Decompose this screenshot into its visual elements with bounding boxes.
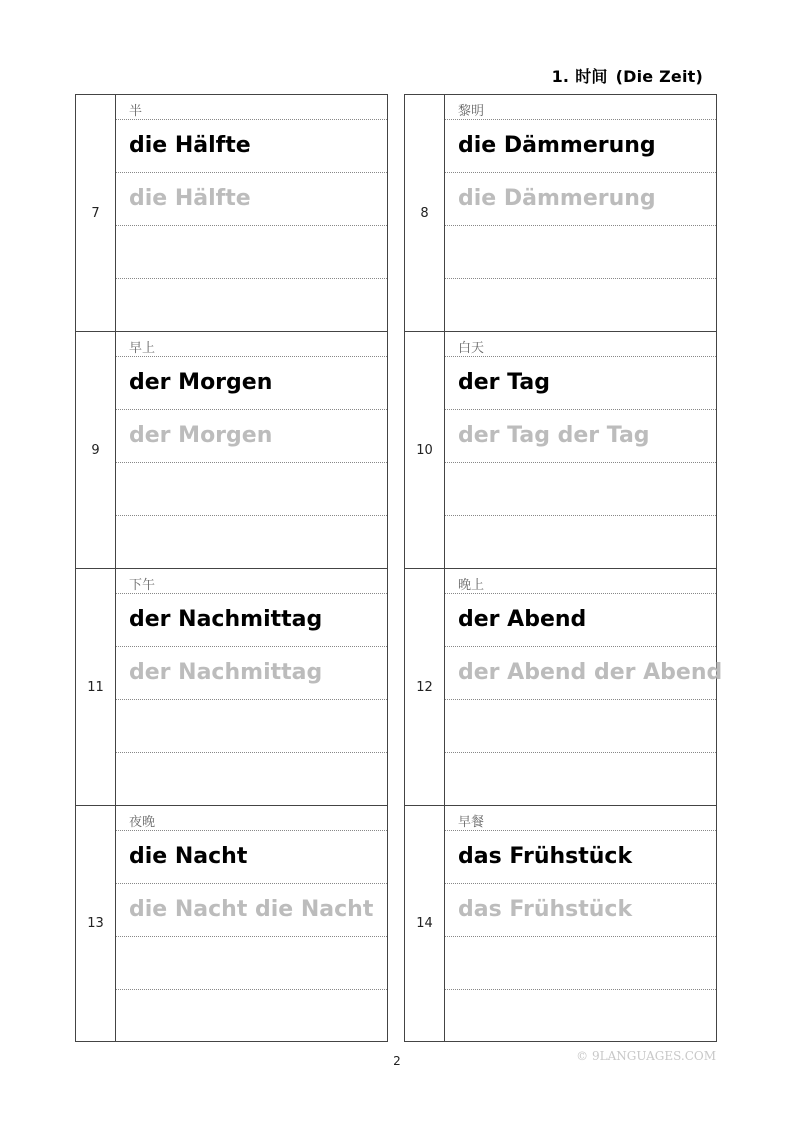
tracing-word: die Dämmerung xyxy=(458,186,656,211)
writing-line[interactable] xyxy=(116,279,387,331)
card-number: 11 xyxy=(76,569,116,805)
writing-line[interactable] xyxy=(116,700,387,753)
section-title-de: (Die Zeit) xyxy=(615,67,703,86)
word-card xyxy=(75,805,388,1042)
chinese-meaning: 白天 xyxy=(458,341,485,356)
card-number: 14 xyxy=(405,806,445,1041)
german-word: die Nacht xyxy=(129,844,248,869)
card-number: 8 xyxy=(405,95,445,331)
writing-line[interactable] xyxy=(445,279,716,331)
tracing-word: die Hälfte xyxy=(129,186,251,211)
writing-line[interactable] xyxy=(445,990,716,1042)
chinese-meaning: 半 xyxy=(129,104,143,119)
word-card xyxy=(404,331,717,568)
page-number: 2 xyxy=(393,1054,401,1068)
word-card xyxy=(75,568,388,805)
writing-line[interactable] xyxy=(445,700,716,753)
chinese-meaning: 早上 xyxy=(129,341,156,356)
card-number: 13 xyxy=(76,806,116,1041)
tracing-word: das Frühstück xyxy=(458,897,633,922)
writing-line[interactable] xyxy=(116,226,387,279)
tracing-word: die Nacht die Nacht xyxy=(129,897,374,922)
page-heading xyxy=(552,64,703,87)
copyright-notice: © 9LANGUAGES.COM xyxy=(576,1049,716,1063)
writing-line[interactable] xyxy=(116,937,387,990)
chinese-meaning: 黎明 xyxy=(458,104,485,119)
writing-line[interactable] xyxy=(116,990,387,1042)
german-word: die Dämmerung xyxy=(458,133,656,158)
german-word: der Tag xyxy=(458,370,550,395)
writing-line[interactable] xyxy=(116,516,387,568)
vocabulary-grid xyxy=(75,94,723,1042)
word-card xyxy=(404,94,717,331)
chinese-meaning: 夜晚 xyxy=(129,815,156,830)
writing-line[interactable] xyxy=(116,753,387,805)
card-number: 9 xyxy=(76,332,116,568)
german-word: das Frühstück xyxy=(458,844,633,869)
word-card xyxy=(404,805,717,1042)
chinese-meaning: 下午 xyxy=(129,578,156,593)
tracing-word: der Morgen xyxy=(129,423,273,448)
card-number: 12 xyxy=(405,569,445,805)
writing-line[interactable] xyxy=(445,516,716,568)
german-word: der Nachmittag xyxy=(129,607,323,632)
writing-line[interactable] xyxy=(445,226,716,279)
tracing-word: der Abend der Abend xyxy=(458,660,723,685)
word-card xyxy=(75,94,388,331)
german-word: der Morgen xyxy=(129,370,273,395)
chinese-meaning: 晚上 xyxy=(458,578,485,593)
tracing-word: der Tag der Tag xyxy=(458,423,650,448)
word-card xyxy=(75,331,388,568)
german-word: die Hälfte xyxy=(129,133,251,158)
german-word: der Abend xyxy=(458,607,587,632)
card-number: 7 xyxy=(76,95,116,331)
card-number: 10 xyxy=(405,332,445,568)
writing-line[interactable] xyxy=(445,937,716,990)
writing-line[interactable] xyxy=(116,463,387,516)
writing-line[interactable] xyxy=(445,463,716,516)
tracing-word: der Nachmittag xyxy=(129,660,323,685)
chinese-meaning: 早餐 xyxy=(458,815,485,830)
section-title-zh: 时间 xyxy=(575,67,608,86)
word-card xyxy=(404,568,723,805)
writing-line[interactable] xyxy=(445,753,716,805)
section-number: 1. xyxy=(551,67,570,86)
